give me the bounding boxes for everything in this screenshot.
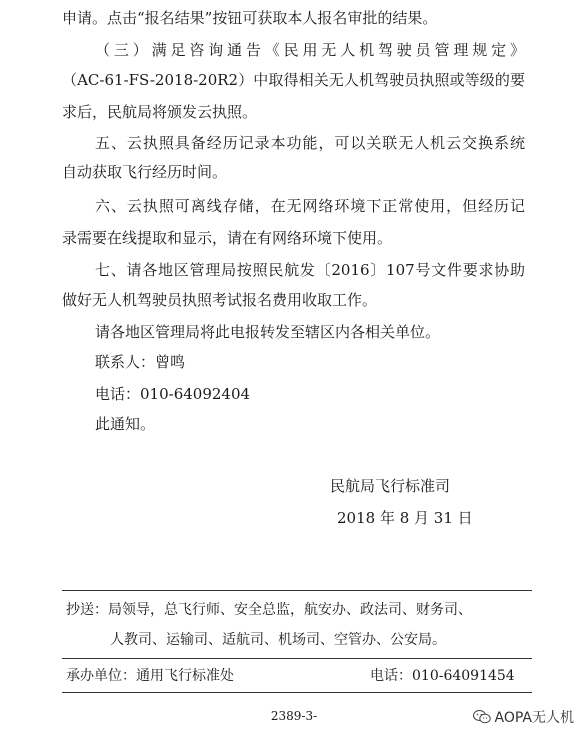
body-line: 请各地区管理局将此电报转发至辖区内各相关单位。 bbox=[95, 323, 441, 341]
divider bbox=[62, 590, 532, 591]
watermark-text: AOPA无人机 bbox=[494, 710, 574, 726]
contact-person: 联系人：曾鸣 bbox=[95, 353, 186, 371]
body-line: 七、请各地区管理局按照民航发〔2016〕107号文件要求协助 bbox=[95, 261, 525, 279]
body-line: 自动获取飞行经历时间。 bbox=[62, 163, 228, 181]
contact-phone: 电话：010-64092404 bbox=[95, 385, 251, 403]
body-line: 做好无人机驾驶员执照考试报名费用收取工作。 bbox=[62, 291, 378, 309]
signature-date: 2018 年 8 月 31 日 bbox=[337, 509, 473, 527]
handler-phone: 电话：010-64091454 bbox=[370, 668, 515, 684]
body-line: （AC-61-FS-2018-20R2）中取得相关无人机驾驶员执照或等级的要 bbox=[62, 71, 525, 89]
watermark bbox=[473, 707, 574, 727]
body-line: 五、云执照具备经历记录本功能，可以关联无人机云交换系统 bbox=[95, 134, 525, 152]
signature-org: 民航局飞行标准司 bbox=[330, 477, 451, 495]
body-line: （三）满足咨询通告《民用无人机驾驶员管理规定》 bbox=[95, 41, 525, 59]
body-line: 求后，民航局将颁发云执照。 bbox=[62, 103, 258, 121]
closing-line: 此通知。 bbox=[95, 415, 156, 433]
distribution-line: 抄送：局领导，总飞行师、安全总监，航安办、政法司、财务司、 bbox=[66, 602, 472, 618]
wechat-icon bbox=[473, 710, 491, 724]
body-line: 录需要在线提取和显示，请在有网络环境下使用。 bbox=[62, 229, 393, 247]
page-number: 2389-3- bbox=[270, 709, 318, 723]
divider bbox=[62, 692, 532, 693]
handler-unit: 承办单位：通用飞行标准处 bbox=[66, 668, 234, 684]
distribution-line: 人教司、运输司、适航司、机场司、空管办、公安局。 bbox=[110, 632, 446, 648]
body-line: 申请。点击“报名结果”按钮可获取本人报名审批的结果。 bbox=[62, 9, 438, 27]
divider bbox=[62, 658, 532, 659]
body-line: 六、云执照可离线存储，在无网络环境下正常使用，但经历记 bbox=[95, 197, 525, 215]
